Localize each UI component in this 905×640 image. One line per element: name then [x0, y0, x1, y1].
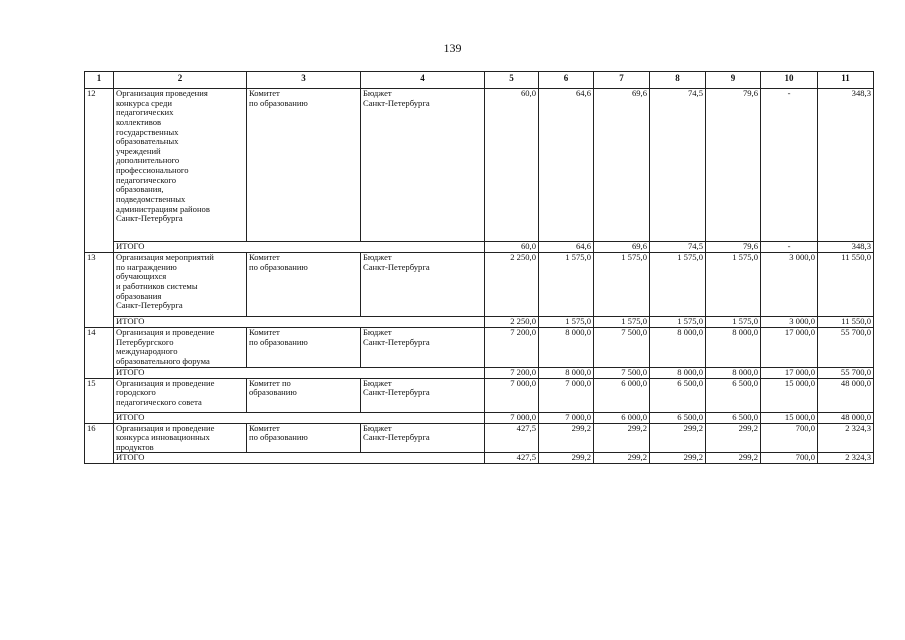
funding-source-cell-line: Бюджет	[363, 252, 392, 262]
executor-cell	[247, 89, 361, 242]
executor-cell	[247, 423, 361, 453]
value-cell: 8 000,0	[650, 328, 706, 368]
value-cell: 299,2	[539, 423, 594, 453]
activity-name-cell-line: Организация проведения	[116, 88, 208, 98]
header-cell: 2	[114, 72, 247, 89]
value-cell: 48 000,0	[818, 378, 874, 412]
total-value-cell: 8 000,0	[706, 367, 761, 378]
value-cell: 700,0	[761, 423, 818, 453]
value-cell: 64,6	[539, 89, 594, 242]
value-cell: 299,2	[706, 423, 761, 453]
value-cell: 8 000,0	[706, 328, 761, 368]
value-cell: 7 200,0	[485, 328, 539, 368]
activity-name-cell-line: и работников системы	[116, 280, 198, 291]
total-value-cell: 1 575,0	[594, 317, 650, 328]
activity-name-cell	[114, 89, 247, 242]
executor-cell-line: по образованию	[249, 261, 308, 272]
activity-name-cell-line: учреждений	[116, 145, 161, 156]
funding-source-cell-line: Бюджет	[363, 423, 392, 433]
total-value-cell: 348,3	[818, 242, 874, 253]
activity-name-cell-line: Организация и проведение	[116, 327, 215, 337]
table-row	[85, 423, 874, 453]
total-value-cell: 427,5	[485, 453, 539, 464]
total-value-cell: 7 000,0	[539, 412, 594, 423]
total-label: ИТОГО	[114, 242, 485, 253]
total-value-cell: 79,6	[706, 242, 761, 253]
header-cell: 3	[247, 72, 361, 89]
total-value-cell: 7 000,0	[485, 412, 539, 423]
total-label: ИТОГО	[114, 412, 485, 423]
funding-source-cell	[361, 328, 485, 368]
total-row	[85, 453, 874, 464]
funding-source-cell-line: Бюджет	[363, 88, 392, 98]
total-value-cell: 64,6	[539, 242, 594, 253]
total-label: ИТОГО	[114, 453, 485, 464]
activity-name-cell-line: конкурса среди	[116, 97, 172, 108]
total-value-cell: 7 500,0	[594, 367, 650, 378]
funding-source-cell-line: Санкт-Петербурга	[363, 261, 430, 272]
total-value-cell: 69,6	[594, 242, 650, 253]
value-cell: 6 500,0	[650, 378, 706, 412]
value-cell: 1 575,0	[539, 253, 594, 317]
activity-name-cell-line: Петербургского	[116, 336, 174, 347]
activity-name-cell	[114, 253, 247, 317]
activity-name-cell-line: коллективов	[116, 116, 162, 127]
row-number-cell: 15	[85, 378, 114, 423]
activity-name-cell-line: дополнительного	[116, 155, 180, 166]
value-cell: 348,3	[818, 89, 874, 242]
activity-name-cell	[114, 423, 247, 453]
value-cell: 15 000,0	[761, 378, 818, 412]
activity-name-cell-line: продуктов	[116, 441, 154, 452]
value-cell: 299,2	[650, 423, 706, 453]
row-number-cell: 12	[85, 89, 114, 253]
value-cell: 1 575,0	[594, 253, 650, 317]
activity-name-cell-line: конкурса инновационных	[116, 432, 210, 443]
total-value-cell: 48 000,0	[818, 412, 874, 423]
value-cell: 74,5	[650, 89, 706, 242]
total-value-cell: 17 000,0	[761, 367, 818, 378]
total-value-cell: 8 000,0	[650, 367, 706, 378]
header-cell: 6	[539, 72, 594, 89]
funding-source-cell-line: Бюджет	[363, 378, 392, 388]
total-row	[85, 317, 874, 328]
total-value-cell: 1 575,0	[650, 317, 706, 328]
value-cell: 11 550,0	[818, 253, 874, 317]
header-cell: 4	[361, 72, 485, 89]
funding-source-cell-line: Санкт-Петербурга	[363, 387, 430, 398]
executor-cell-line: по образованию	[249, 97, 308, 108]
total-value-cell: 1 575,0	[706, 317, 761, 328]
table-row	[85, 89, 874, 242]
total-label: ИТОГО	[114, 317, 485, 328]
funding-source-cell-line: Бюджет	[363, 327, 392, 337]
header-cell: 11	[818, 72, 874, 89]
value-cell: 79,6	[706, 89, 761, 242]
total-value-cell: 700,0	[761, 453, 818, 464]
total-value-cell: 299,2	[539, 453, 594, 464]
activity-name-cell-line: педагогических	[116, 107, 174, 118]
executor-cell-line: Комитет по	[249, 378, 291, 388]
header-cell: 9	[706, 72, 761, 89]
header-row	[85, 72, 874, 89]
activity-name-cell-line: по награждению	[116, 261, 177, 272]
value-cell: 69,6	[594, 89, 650, 242]
value-cell: 299,2	[594, 423, 650, 453]
value-cell: 17 000,0	[761, 328, 818, 368]
executor-cell	[247, 253, 361, 317]
activity-name-cell-line: подведомственных	[116, 193, 186, 204]
total-value-cell: 8 000,0	[539, 367, 594, 378]
activity-name-cell-line: Организация мероприятий	[116, 252, 214, 262]
activity-name-cell-line: педагогического	[116, 174, 177, 185]
funding-source-cell	[361, 89, 485, 242]
total-value-cell: -	[761, 242, 818, 253]
executor-cell-line: Комитет	[249, 423, 280, 433]
activity-name-cell	[114, 328, 247, 368]
executor-cell-line: по образованию	[249, 432, 308, 443]
executor-cell	[247, 378, 361, 412]
funding-source-cell-line: Санкт-Петербурга	[363, 336, 430, 347]
value-cell: 2 250,0	[485, 253, 539, 317]
activity-name-cell-line: образовательных	[116, 136, 179, 147]
row-number-cell: 14	[85, 328, 114, 379]
activity-name-cell-line: педагогического совета	[116, 396, 202, 407]
header-cell: 8	[650, 72, 706, 89]
activity-name-cell-line: Санкт-Петербурга	[116, 213, 183, 224]
total-value-cell: 3 000,0	[761, 317, 818, 328]
total-row	[85, 412, 874, 423]
value-cell: 8 000,0	[539, 328, 594, 368]
total-value-cell: 299,2	[594, 453, 650, 464]
activity-name-cell-line: профессионального	[116, 165, 189, 175]
funding-source-cell-line: Санкт-Петербурга	[363, 432, 430, 443]
value-cell: 6 000,0	[594, 378, 650, 412]
funding-source-cell	[361, 423, 485, 453]
total-value-cell: 55 700,0	[818, 367, 874, 378]
value-cell: 427,5	[485, 423, 539, 453]
activity-name-cell-line: образовательного форума	[116, 355, 210, 366]
value-cell: 1 575,0	[706, 253, 761, 317]
total-value-cell: 2 324,3	[818, 453, 874, 464]
value-cell: 7 500,0	[594, 328, 650, 368]
activity-name-cell-line: Организация и проведение	[116, 378, 215, 388]
activity-name-cell-line: администрациям районов	[116, 203, 210, 214]
total-label: ИТОГО	[114, 367, 485, 378]
executor-cell-line: по образованию	[249, 336, 308, 347]
activity-name-cell-line: образования	[116, 290, 162, 301]
total-value-cell: 2 250,0	[485, 317, 539, 328]
activity-name-cell-line: Организация и проведение	[116, 423, 215, 433]
total-value-cell: 1 575,0	[539, 317, 594, 328]
value-cell: 6 500,0	[706, 378, 761, 412]
executor-cell	[247, 328, 361, 368]
activity-name-cell-line: международного	[116, 346, 178, 357]
page-number: 139	[443, 41, 462, 55]
executor-cell-line: Комитет	[249, 327, 280, 337]
header-cell: 5	[485, 72, 539, 89]
executor-cell-line: образованию	[249, 387, 297, 398]
budget-table	[84, 71, 874, 464]
total-value-cell: 6 500,0	[650, 412, 706, 423]
header-cell: 1	[85, 72, 114, 89]
total-value-cell: 299,2	[650, 453, 706, 464]
table-row	[85, 253, 874, 317]
header-cell: 7	[594, 72, 650, 89]
value-cell: 7 000,0	[485, 378, 539, 412]
row-number-cell: 16	[85, 423, 114, 464]
header-cell: 10	[761, 72, 818, 89]
activity-name-cell-line: Санкт-Петербурга	[116, 300, 183, 311]
total-value-cell: 6 000,0	[594, 412, 650, 423]
total-value-cell: 7 200,0	[485, 367, 539, 378]
value-cell: 55 700,0	[818, 328, 874, 368]
value-cell: 60,0	[485, 89, 539, 242]
value-cell: 7 000,0	[539, 378, 594, 412]
value-cell: -	[761, 89, 818, 242]
executor-cell-line: Комитет	[249, 252, 280, 262]
value-cell: 3 000,0	[761, 253, 818, 317]
funding-source-cell	[361, 378, 485, 412]
table-row	[85, 328, 874, 368]
activity-name-cell-line: городского	[116, 387, 156, 398]
funding-source-cell-line: Санкт-Петербурга	[363, 97, 430, 108]
table-body	[85, 89, 874, 464]
value-cell: 1 575,0	[650, 253, 706, 317]
activity-name-cell-line: образования,	[116, 184, 164, 195]
total-value-cell: 11 550,0	[818, 317, 874, 328]
total-value-cell: 15 000,0	[761, 412, 818, 423]
total-value-cell: 299,2	[706, 453, 761, 464]
activity-name-cell-line: государственных	[116, 126, 179, 137]
row-number-cell: 13	[85, 253, 114, 328]
value-cell: 2 324,3	[818, 423, 874, 453]
executor-cell-line: Комитет	[249, 88, 280, 98]
total-value-cell: 6 500,0	[706, 412, 761, 423]
funding-source-cell	[361, 253, 485, 317]
total-value-cell: 74,5	[650, 242, 706, 253]
total-row	[85, 242, 874, 253]
total-value-cell: 60,0	[485, 242, 539, 253]
activity-name-cell	[114, 378, 247, 412]
total-row	[85, 367, 874, 378]
activity-name-cell-line: обучающихся	[116, 271, 167, 282]
table-row	[85, 378, 874, 412]
